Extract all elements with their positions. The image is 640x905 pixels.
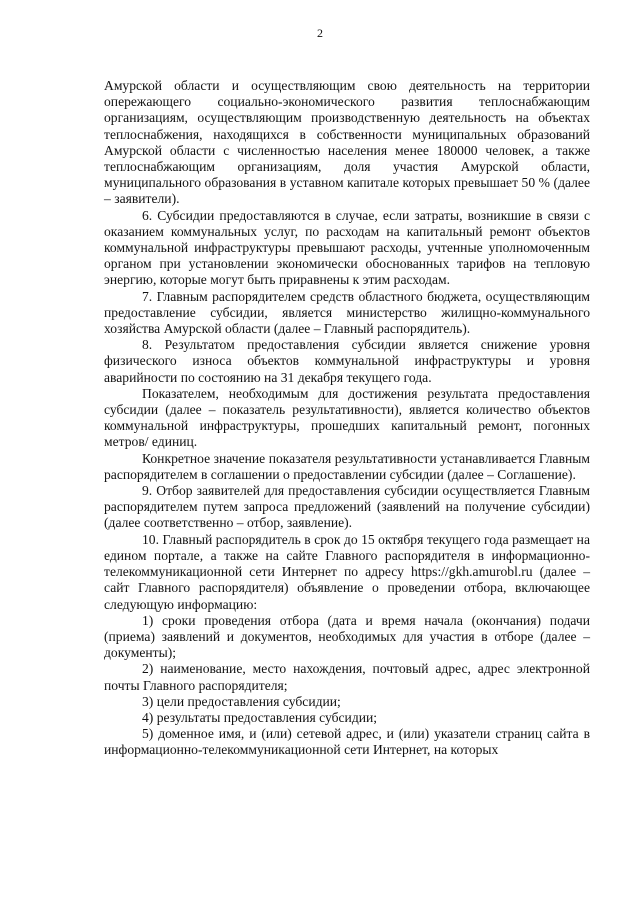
paragraph: 2) наименование, место нахождения, почтовый адрес, адрес электронной почты Главного распорядителя; <box>104 661 590 693</box>
paragraph: 8. Результатом предоставления субсидии является снижение уровня физического износа объектов коммунальной инфраструктуры и уровня аварийности по состоянию на 31 декабря текущего года. <box>104 337 590 385</box>
document-body <box>104 78 590 759</box>
paragraph: 7. Главным распорядителем средств областного бюджета, осуществляющим предоставление субсидии, является министерство жилищно-коммунального хозяйства Амурской области (далее – Главный распорядитель). <box>104 288 590 337</box>
paragraph: 4) результаты предоставления субсидии; <box>142 709 378 725</box>
paragraph: 5) доменное имя, и (или) сетевой адрес, и (или) указатели страниц сайта в информационно-телекоммуникационной сети Интернет, на которых <box>104 726 590 758</box>
paragraph: Амурской области и осуществляющим свою деятельность на территории опережающего социально-экономического развития теплоснабжающим организациям, осуществляющим производственную деятельность на объектах теплоснабжения, находящихся в собственности муниципальных образований Амурской области с численностью населения менее 180000 человек, а также теплоснабжающим организациям, доля участия Амурской области, муниципального образования в уставном капитале которых превышает 50 % (далее – заявители). <box>104 78 590 207</box>
page-number: 2 <box>317 26 323 40</box>
paragraph: 6. Субсидии предоставляются в случае, если затраты, возникшие в связи с оказанием коммунальных услуг, по расходам на капитальный ремонт объектов коммунальной инфраструктуры превышают расходы, учтенные уполномоченным органом при установлении экономически обоснованных тарифов на тепловую энергию, которые могут быть приравнены к этим расходам. <box>104 207 590 288</box>
paragraph: 3) цели предоставления субсидии; <box>142 693 341 709</box>
paragraph: 10. Главный распорядитель в срок до 15 октября текущего года размещает на едином портале, а также на сайте Главного распорядителя в информационно-телекоммуникационной сети Интернет по адресу https://gkh.amurobl.ru (далее – сайт Главного распорядителя) объявление о проведении отбора, включающее следующую информацию: <box>104 531 590 612</box>
paragraph: 9. Отбор заявителей для предоставления субсидии осуществляется Главным распорядителем путем запроса предложений (заявлений на получение субсидии) (далее соответственно – отбор, заявление). <box>104 483 590 531</box>
paragraph: 1) сроки проведения отбора (дата и время начала (окончания) подачи (приема) заявлений и документов, необходимых для участия в отборе (далее – документы); <box>104 612 590 661</box>
paragraph: Конкретное значение показателя результативности устанавливается Главным распорядителем в соглашении о предоставлении субсидии (далее – Соглашение). <box>104 450 590 482</box>
paragraph: Показателем, необходимым для достижения результата предоставления субсидии (далее – показатель результативности), является количество объектов коммунальной инфраструктуры, прошедших капитальный ремонт, погонных метров/ единиц. <box>104 385 590 450</box>
